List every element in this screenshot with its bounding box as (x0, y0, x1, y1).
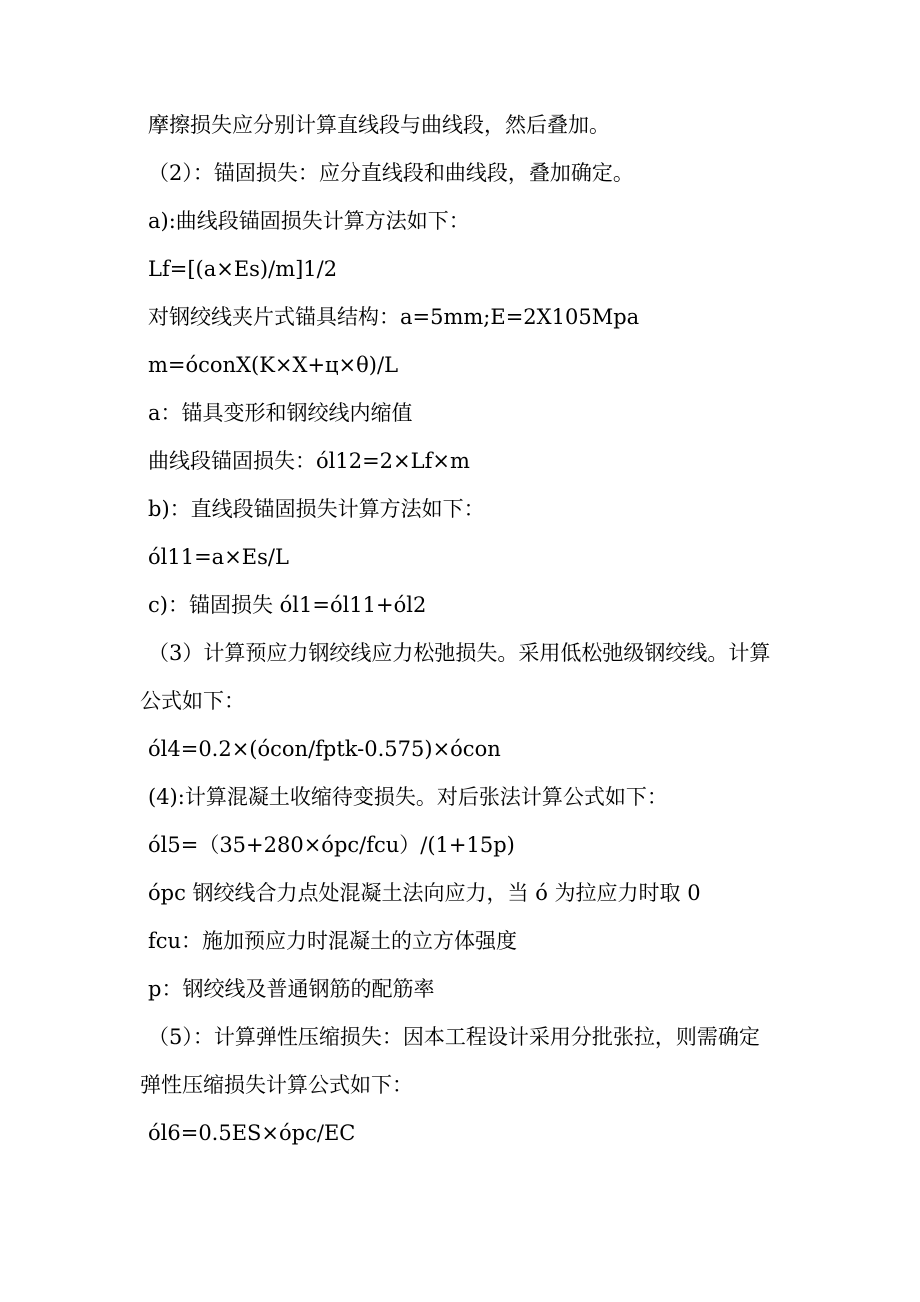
text-line: （5）：计算弹性压缩损失：因本工程设计采用分批张拉，则需确定 (148, 1025, 760, 1049)
formula-line: ól5=（35+280×ópc/fcu）/(1+15p) (148, 833, 515, 857)
text-line: (4):计算混凝土收缩待变损失。对后张法计算公式如下： (148, 785, 668, 809)
text-line: 弹性压缩损失计算公式如下： (140, 1073, 413, 1097)
formula-line: ól6=0.5ES×ópc/EC (148, 1121, 356, 1145)
formula-line: ól4=0.2×(ócon/fptk-0.575)×ócon (148, 737, 501, 761)
text-line: p：钢绞线及普通钢筋的配筋率 (148, 977, 435, 1001)
formula-line: ól11=a×Es/L (148, 545, 289, 569)
text-line: fcu：施加预应力时混凝土的立方体强度 (148, 929, 518, 953)
formula-line: m=óconX(K×X+ц×θ)/L (148, 353, 399, 377)
text-line: ópc 钢绞线合力点处混凝土法向应力，当 ó 为拉应力时取 0 (148, 881, 701, 905)
text-line: c)：锚固损失 ól1=ól11+ól2 (148, 593, 427, 617)
text-line: （3）计算预应力钢绞线应力松弛损失。采用低松弛级钢绞线。计算 (148, 641, 771, 665)
text-line: b)：直线段锚固损失计算方法如下： (148, 497, 485, 521)
text-line: 公式如下： (140, 689, 245, 713)
text-line: a):曲线段锚固损失计算方法如下： (148, 209, 470, 233)
formula-line: Lf=[(a×Es)/m]1/2 (148, 257, 338, 281)
text-line: 对钢绞线夹片式锚具结构：a=5mm;E=2X105Mpa (148, 305, 640, 329)
text-line: （2）：锚固损失：应分直线段和曲线段，叠加确定。 (148, 161, 634, 185)
text-line: 曲线段锚固损失：ól12=2×Lf×m (148, 449, 470, 473)
text-line: a：锚具变形和钢绞线内缩值 (148, 401, 413, 425)
text-line: 摩擦损失应分别计算直线段与曲线段，然后叠加。 (148, 113, 610, 137)
